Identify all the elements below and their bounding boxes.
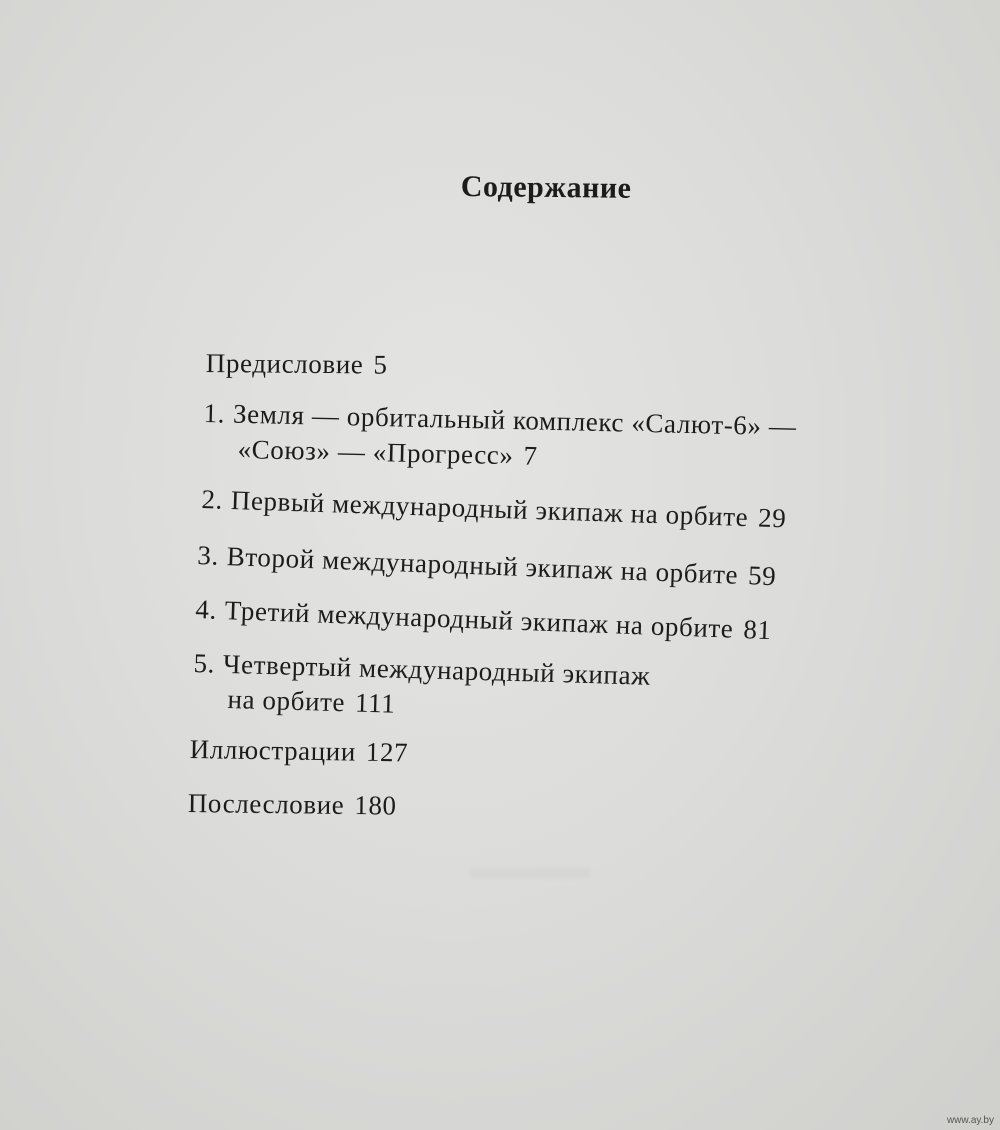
toc-entry-page: 127 (365, 736, 409, 768)
toc-entry-page: 59 (747, 560, 777, 592)
toc-entry-illustrations (190, 734, 409, 767)
toc-entry-label: Четвертый международный экипаж (222, 648, 651, 691)
toc-entry-page: 29 (757, 502, 787, 534)
toc-entry-number: 3. (196, 540, 220, 571)
toc-entry-page: 7 (523, 440, 538, 471)
toc-entry-number: 2. (201, 484, 224, 515)
toc-entry-number: 5. (193, 648, 216, 679)
page-title: Содержание (460, 170, 632, 205)
toc-entry-label: Третий международный экипаж на орбите (224, 595, 734, 644)
toc-entry-4 (195, 594, 772, 645)
toc-entry-3 (197, 540, 777, 591)
toc-entry-label: Послесловие (187, 788, 345, 820)
toc-entry-label: Предисловие (205, 348, 364, 380)
toc-entry-label: Первый международный экипаж на орбите (230, 484, 749, 533)
toc-entry-page: 5 (373, 349, 388, 380)
toc-entry-page: 111 (354, 687, 396, 719)
toc-entry-label: Иллюстрации (189, 734, 357, 767)
toc-entry-label-continued: на орбите (227, 684, 346, 718)
watermark: www.ay.by (946, 1115, 994, 1126)
toc-entry-5-continued (227, 684, 396, 719)
toc-entry-afterword (188, 788, 397, 821)
toc-entry-number: 4. (194, 594, 218, 625)
toc-entry-preface (206, 348, 388, 380)
toc-entry-page: 180 (354, 790, 397, 821)
toc-entry-page: 81 (742, 614, 773, 646)
toc-entry-1-continued (237, 434, 538, 471)
toc-entry-label: Второй международный экипаж на орбите (226, 541, 739, 590)
toc-entry-2 (201, 484, 787, 533)
toc-entry-label-continued: «Союз» — «Прогресс» (237, 434, 514, 471)
toc-entry-number: 1. (203, 398, 226, 429)
toc-entry-label: Земля — орбитальный комплекс «Салют-6» — (232, 398, 797, 442)
show-through-smudge (470, 868, 590, 878)
